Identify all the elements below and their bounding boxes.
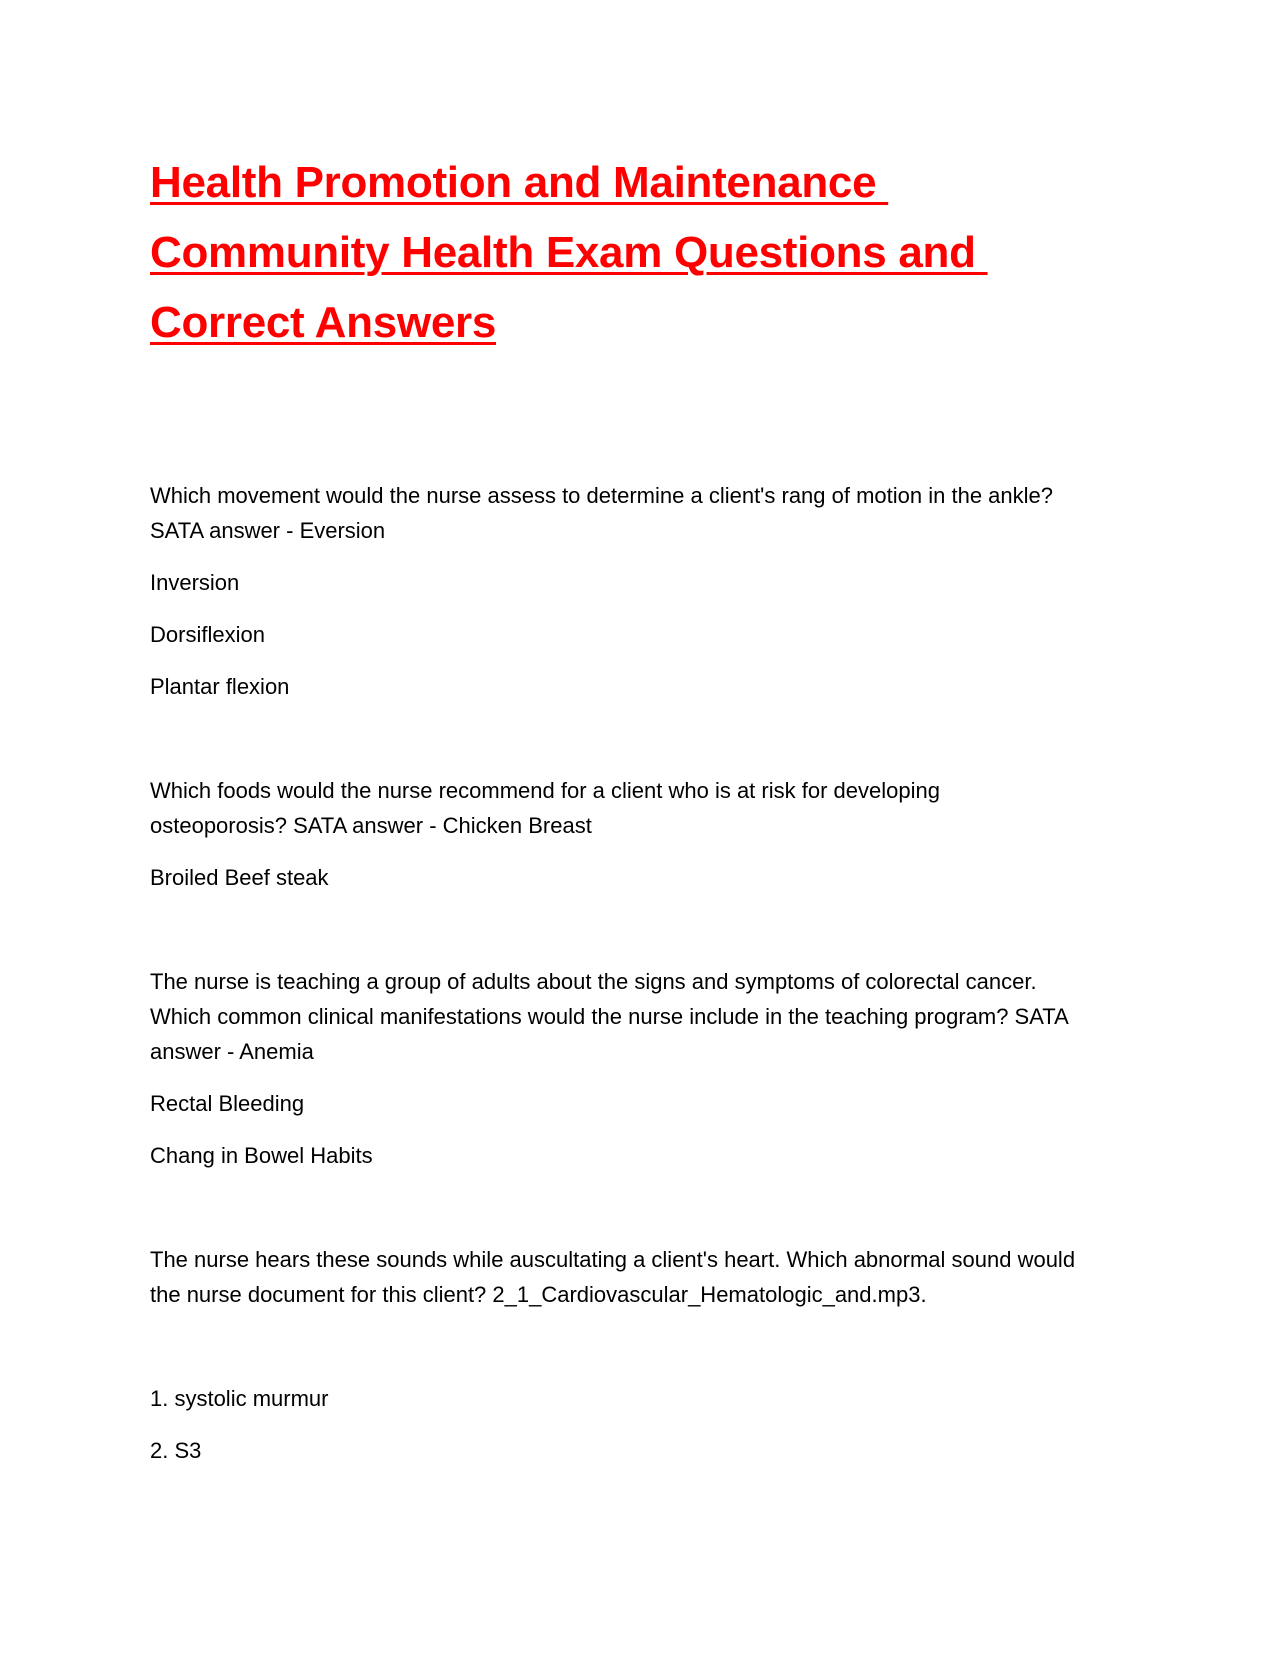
title-line: Health Promotion and Maintenance <box>150 158 889 207</box>
question-block <box>150 1242 1130 1312</box>
question-line: answer - Anemia <box>150 1039 314 1064</box>
question-text <box>150 964 1130 1069</box>
question-text <box>150 1242 1130 1312</box>
question-line: Which movement would the nurse assess to determine a client's rang of motion in the ankle? <box>150 483 1053 508</box>
answer-item: Dorsiflexion <box>150 622 265 647</box>
option-item: 1. systolic murmur <box>150 1386 329 1411</box>
option-item: 2. S3 <box>150 1438 202 1463</box>
question-block <box>150 478 1130 704</box>
question-text <box>150 478 1130 548</box>
document-title <box>150 148 1150 358</box>
question-line: Which foods would the nurse recommend for a client who is at risk for developing <box>150 778 940 803</box>
question-line: SATA answer - Eversion <box>150 518 386 543</box>
option-list <box>150 1381 1130 1468</box>
question-line: Which common clinical manifestations would the nurse include in the teaching program? SATA <box>150 1004 1069 1029</box>
answer-item: Chang in Bowel Habits <box>150 1143 373 1168</box>
question-line: the nurse document for this client? 2_1_Cardiovascular_Hematologic_and.mp3. <box>150 1282 927 1307</box>
document-body <box>150 478 1130 1468</box>
title-line: Community Health Exam Questions and <box>150 228 988 277</box>
question-line: The nurse is teaching a group of adults about the signs and symptoms of colorectal cancer. <box>150 969 1037 994</box>
answer-item: Plantar flexion <box>150 674 290 699</box>
question-block <box>150 773 1130 895</box>
question-line: osteoporosis? SATA answer - Chicken Breast <box>150 813 592 838</box>
answer-item: Broiled Beef steak <box>150 865 329 890</box>
title-line: Correct Answers <box>150 298 496 347</box>
question-line: The nurse hears these sounds while auscultating a client's heart. Which abnormal sound would <box>150 1247 1076 1272</box>
question-text <box>150 773 1130 843</box>
question-block <box>150 964 1130 1173</box>
answer-item: Inversion <box>150 570 240 595</box>
answer-item: Rectal Bleeding <box>150 1091 305 1116</box>
